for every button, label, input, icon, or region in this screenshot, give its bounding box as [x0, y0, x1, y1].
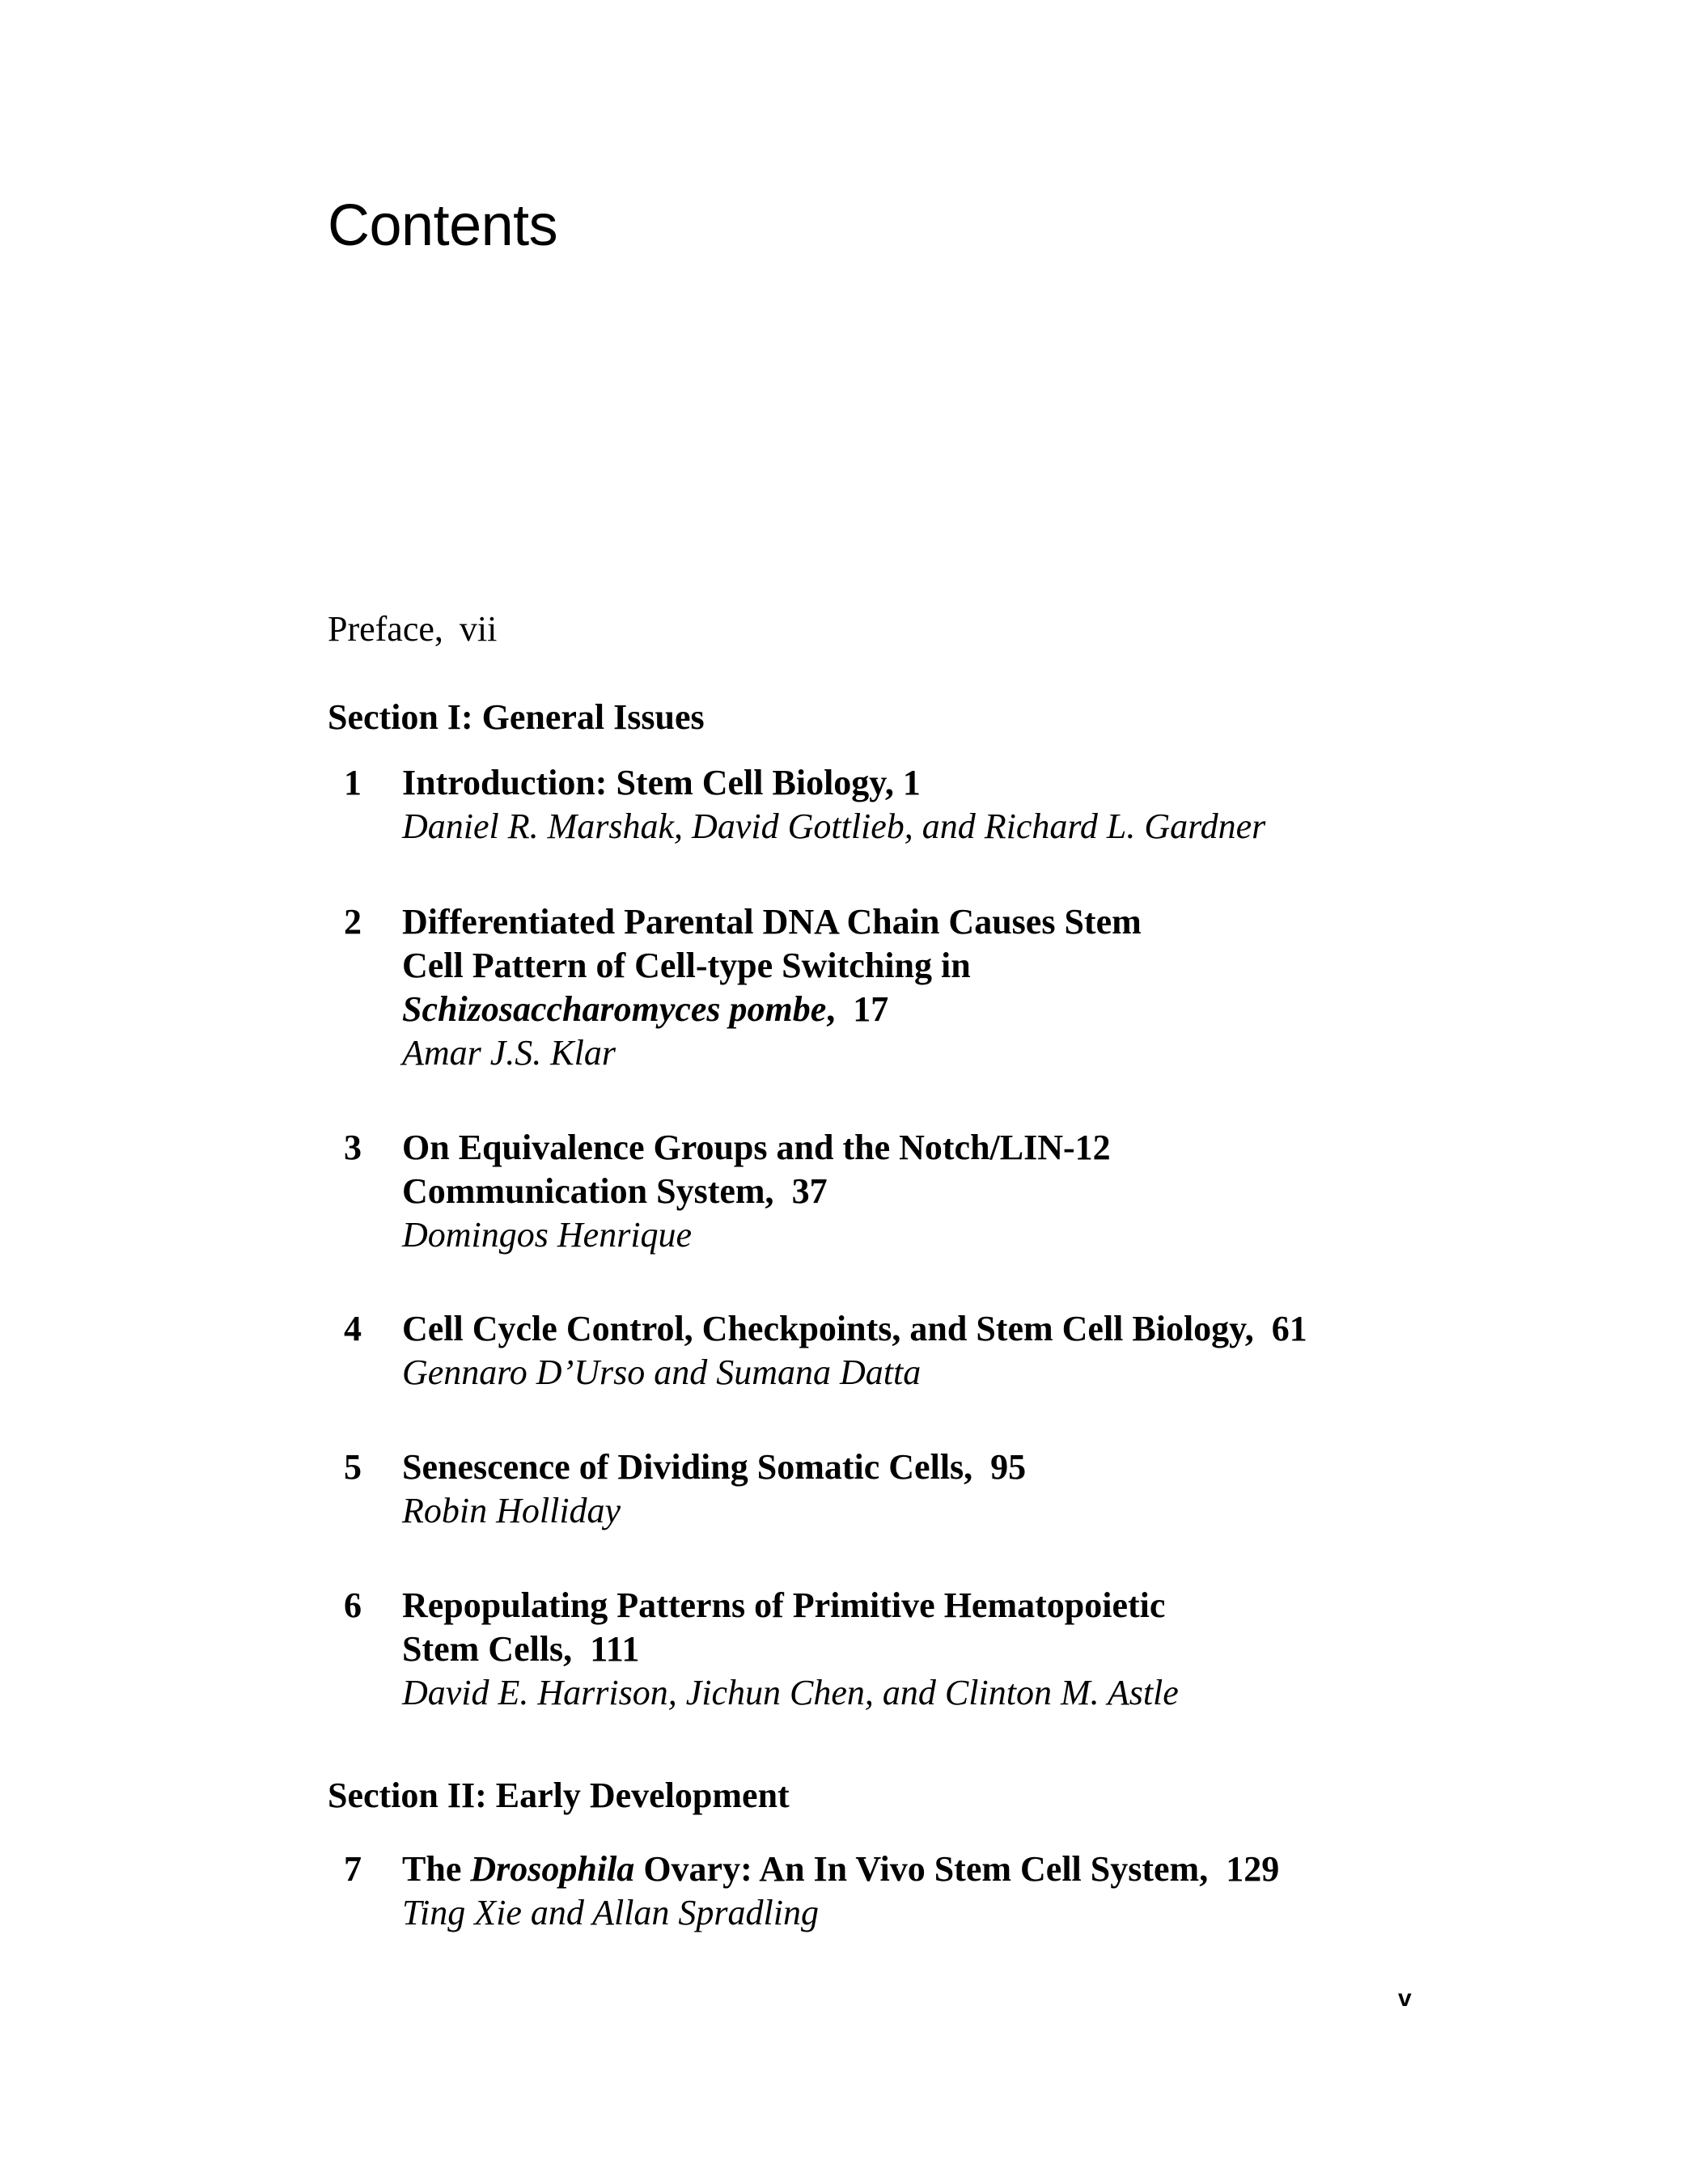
chapter-title-line-3 [402, 988, 1477, 1031]
toc-entry-chapter-6[interactable] [328, 1584, 1477, 1715]
chapter-title-line-1: Repopulating Patterns of Primitive Hematopoietic [402, 1585, 1166, 1625]
chapter-authors: Domingos Henrique [402, 1215, 693, 1255]
chapter-title-text: Communication System, [402, 1171, 774, 1211]
title-suffix: Ovary: An In Vivo Stem Cell System, [643, 1849, 1209, 1889]
chapter-number: 3 [344, 1128, 362, 1167]
chapter-title: Introduction: Stem Cell Biology, 1 [402, 763, 921, 802]
toc-entry-chapter-7[interactable] [328, 1848, 1477, 1935]
toc-entry-chapter-3[interactable] [328, 1126, 1477, 1257]
section-heading-general-issues: Section I: General Issues [328, 697, 705, 737]
chapter-title-text: Senescence of Dividing Somatic Cells, [402, 1447, 973, 1487]
chapter-page-number: 37 [791, 1171, 828, 1211]
page-folio: v [1398, 1985, 1412, 2012]
chapter-authors: David E. Harrison, Jichun Chen, and Clinton M. Astle [402, 1673, 1179, 1712]
chapter-number: 6 [344, 1585, 362, 1625]
chapter-title [402, 1848, 1477, 1891]
chapter-title-text: Stem Cells, [402, 1629, 573, 1669]
toc-entry-chapter-4[interactable] [328, 1307, 1477, 1395]
chapter-authors: Robin Holliday [402, 1491, 621, 1530]
chapter-authors: Amar J.S. Klar [402, 1033, 616, 1073]
chapter-number: 5 [344, 1447, 362, 1487]
chapter-authors: Daniel R. Marshak, David Gottlieb, and Richard L. Gardner [402, 806, 1266, 846]
chapter-number: 1 [344, 763, 362, 802]
chapter-number: 2 [344, 902, 362, 942]
chapter-title-line-1: On Equivalence Groups and the Notch/LIN-12 [402, 1128, 1111, 1167]
section-heading-early-development: Section II: Early Development [328, 1776, 790, 1815]
chapter-page-number: 129 [1226, 1849, 1280, 1889]
chapter-title [402, 1307, 1477, 1351]
toc-entry-chapter-5[interactable] [328, 1445, 1477, 1533]
chapter-title [402, 1445, 1477, 1489]
title-comma: , [826, 989, 836, 1029]
chapter-title-line-2 [402, 1170, 1477, 1213]
species-name: Schizosaccharomyces pombe [402, 989, 827, 1029]
chapter-number: 4 [344, 1309, 362, 1348]
chapter-authors: Gennaro D’Urso and Sumana Datta [402, 1352, 922, 1392]
chapter-page-number: 17 [853, 989, 889, 1029]
preface-page-number: vii [459, 609, 498, 649]
toc-entry-chapter-1[interactable] [328, 761, 1477, 849]
chapter-title-line-1: Differentiated Parental DNA Chain Causes Stem [402, 902, 1142, 942]
chapter-title-text: Cell Cycle Control, Checkpoints, and Stem Cell Biology, [402, 1309, 1254, 1348]
chapter-title-line-2 [402, 1627, 1477, 1671]
chapter-title-line-2: Cell Pattern of Cell-type Switching in [402, 946, 971, 985]
title-prefix: The [402, 1849, 462, 1889]
preface-label: Preface, [328, 609, 443, 649]
chapter-page-number: 61 [1271, 1309, 1307, 1348]
chapter-authors: Ting Xie and Allan Spradling [402, 1893, 820, 1932]
toc-entry-chapter-2[interactable] [328, 900, 1477, 1075]
chapter-number: 7 [344, 1849, 362, 1889]
chapter-page-number: 95 [990, 1447, 1027, 1487]
preface-entry[interactable] [328, 608, 497, 651]
page-title: Contents [328, 193, 558, 258]
species-name: Drosophila [470, 1849, 635, 1889]
chapter-page-number: 111 [590, 1629, 640, 1669]
